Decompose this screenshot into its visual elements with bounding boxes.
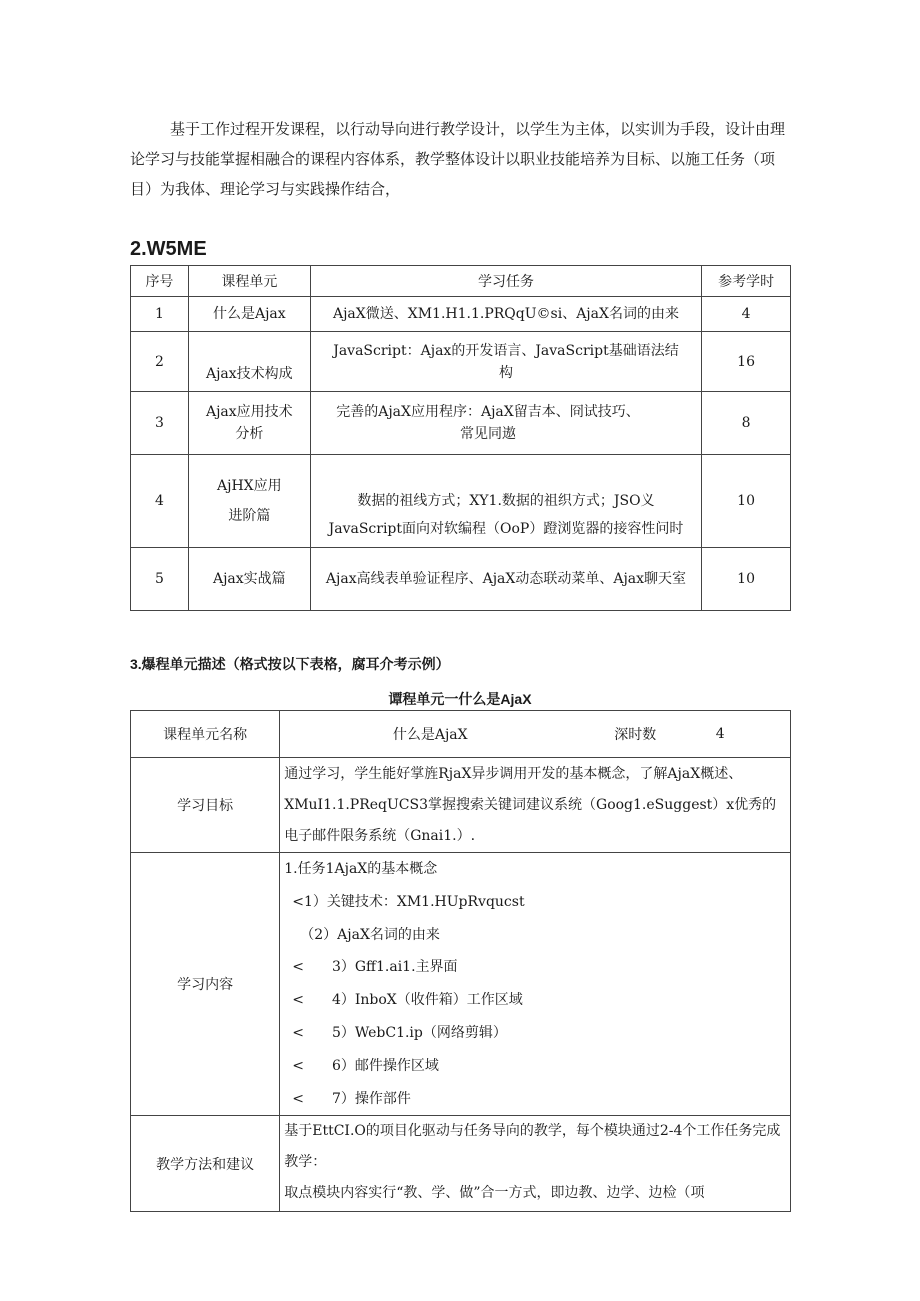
row-no: 4 xyxy=(131,455,189,548)
row-no: 5 xyxy=(131,548,189,611)
content-line: <1）关键技术：XM1.HUpRvqucst xyxy=(292,893,525,910)
header-hours: 参考学时 xyxy=(702,266,791,297)
unit-content-row xyxy=(131,853,791,1116)
unit-goal-row xyxy=(131,758,791,853)
unit-name-row xyxy=(131,711,791,758)
unit-goal-text: 通过学习，学生能好掌旌RjaX异步调用开发的基本概念，了解AjaX概述、XMuI1.1.PReqUCS3掌握搜索关键词建议系统（Goog1.eSuggest）x优秀的电子邮件限务系统（Gnai1.）. xyxy=(280,758,791,853)
unit-table-caption: 谭程单元一什么是AjaX xyxy=(388,691,532,707)
unit-hours-value: 4 xyxy=(715,726,725,742)
row-task: AjaX微送、XM1.H1.1.PRQqU©si、AjaX名词的由来 xyxy=(310,297,701,332)
row-unit: Ajax应用技术分析 xyxy=(188,392,310,455)
table-row xyxy=(131,392,791,455)
unit-method-row xyxy=(131,1116,791,1212)
unit-name-cell xyxy=(280,711,791,758)
row-hours: 16 xyxy=(702,332,791,392)
table-row xyxy=(131,297,791,332)
row-unit: 什么是Ajax xyxy=(188,297,310,332)
row-task-line: 数据的祖线方式；XY1.数据的祖织方式；JSO义 xyxy=(357,493,655,509)
table-row xyxy=(131,332,791,392)
unit-content-cell xyxy=(280,853,791,1116)
row-hours: 4 xyxy=(702,297,791,332)
method-line: 取点模块内容实行“教、学、做”合一方式，即边教、边学、边检（项 xyxy=(284,1185,705,1202)
row-no: 2 xyxy=(131,332,189,392)
intro-paragraph: 基于工作过程开发课程，以行动导向进行教学设计，以学生为主体，以实训为手段，设计由理论学习与技能掌握相融合的课程内容体系，教学整体设计以职业技能培养为目标、以施工任务（项目）为我体、理论学习与实践操作结合， xyxy=(130,120,786,198)
unit-goal-label: 学习目标 xyxy=(131,758,280,853)
row-task: Ajax高线表单验证程序、AjaX动态联动菜单、Ajax聊天室 xyxy=(310,548,701,611)
row-task xyxy=(310,455,701,548)
section2-heading: 2.W5ME xyxy=(130,238,207,260)
content-line: < 6）邮件操作区域 xyxy=(292,1057,439,1074)
unit-name-label: 课程单元名称 xyxy=(131,711,280,758)
header-no: 序号 xyxy=(131,266,189,297)
section3-heading: 3.爆程单元描述（格式按以下表格，腐耳介考示例） xyxy=(130,656,450,672)
unit-method-cell xyxy=(280,1116,791,1212)
row-unit: Ajax技术构成 xyxy=(188,332,310,392)
row-unit: AjHX应用进阶篇 xyxy=(188,455,310,548)
row-task-line: JavaScript面向对软编程（OoP）蹬浏览器的接容性问时 xyxy=(328,521,684,537)
unit-method-label: 教学方法和建议 xyxy=(131,1116,280,1212)
row-task: 完善的AjaX应用程序：AjaX留吉本、冏试技巧、常见同遨 xyxy=(310,392,701,455)
content-line: < 5）WebC1.ip（网络剪辑） xyxy=(292,1024,507,1041)
unit-hours-label: 深时数 xyxy=(614,727,657,743)
row-no: 3 xyxy=(131,392,189,455)
row-task: JavaScript：Ajax的开发语言、JavaScript基础语法结构 xyxy=(310,332,701,392)
unit-description-table xyxy=(130,710,791,1212)
header-task: 学习任务 xyxy=(310,266,701,297)
row-hours: 10 xyxy=(702,455,791,548)
row-no: 1 xyxy=(131,297,189,332)
content-line: < 4）InboX（收件箱）工作区域 xyxy=(292,992,523,1009)
header-unit: 课程单元 xyxy=(188,266,310,297)
schedule-header-row xyxy=(131,266,791,297)
row-unit: Ajax实战篇 xyxy=(188,548,310,611)
schedule-table xyxy=(130,265,791,611)
table-row xyxy=(131,548,791,611)
row-hours: 10 xyxy=(702,548,791,611)
unit-name-value: 什么是AjaX xyxy=(392,727,468,743)
content-line: 1.任务1AjaX的基本概念 xyxy=(284,861,438,877)
row-hours: 8 xyxy=(702,392,791,455)
method-line: 基于EttCI.O的项目化驱动与任务导向的教学，每个模块通过2-4个工作任务完成教学： xyxy=(284,1123,781,1171)
unit-content-label: 学习内容 xyxy=(131,853,280,1116)
content-line: （2）AjaX名词的由来 xyxy=(300,926,440,943)
content-line: < 7）操作部件 xyxy=(292,1090,411,1107)
table-row xyxy=(131,455,791,548)
content-line: < 3）Gff1.ai1.主界面 xyxy=(292,959,458,976)
